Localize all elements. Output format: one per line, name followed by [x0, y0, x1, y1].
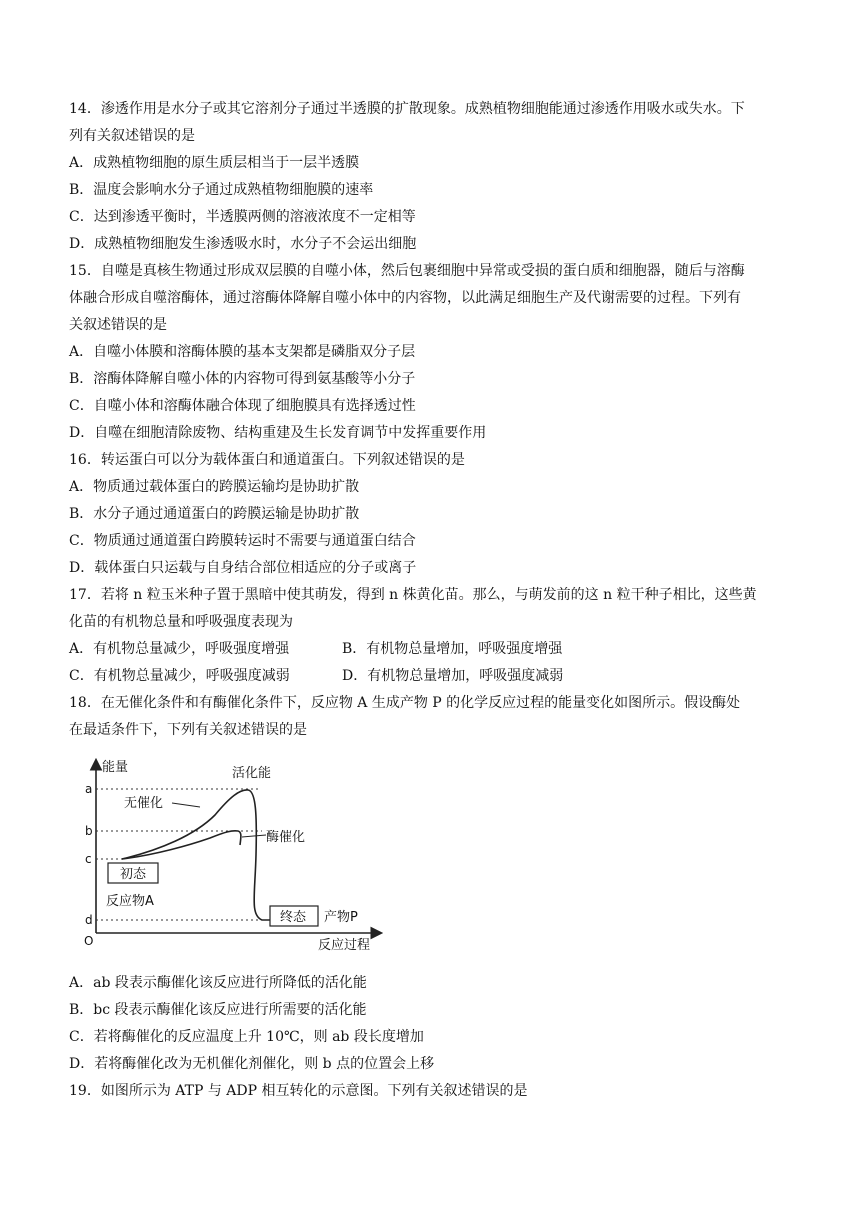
q15-stem-line-1: 15．自噬是真核生物通过形成双层膜的自噬小体，然后包裹细胞中异常或受损的蛋白质和细胞器，随后与溶酶 [69, 263, 745, 279]
enzyme-label: 酶催化 [266, 830, 306, 845]
level-label-d: d [85, 913, 93, 927]
q16-option-b: B．水分子通过通道蛋白的跨膜运输是协助扩散 [69, 506, 360, 522]
q14-stem-line-1: 14．渗透作用是水分子或其它溶剂分子通过半透膜的扩散现象。成熟植物细胞能通过渗透作用吸水或失水。下 [69, 101, 745, 117]
q14-option-d: D．成熟植物细胞发生渗透吸水时，水分子不会运出细胞 [69, 236, 417, 252]
x-axis-label: 反应过程 [318, 938, 371, 953]
uncatalyzed-pointer [172, 803, 200, 807]
final-state-label: 终态 [280, 910, 307, 925]
q17-option-b: B．有机物总量增加，呼吸强度增强 [342, 641, 563, 657]
level-label-b: b [85, 824, 93, 838]
q18-option-a: A．ab 段表示酶催化该反应进行所降低的活化能 [69, 975, 367, 991]
q17-stem-line-1: 17．若将 n 粒玉米种子置于黑暗中使其萌发，得到 n 株黄化苗。那么，与萌发前的这 n 粒干种子相比，这些黄 [69, 587, 757, 603]
q17-stem-line-2: 化苗的有机物总量和呼吸强度表现为 [69, 614, 293, 630]
peak-label: 活化能 [232, 766, 272, 781]
q18-option-c: C．若将酶催化的反应温度上升 10℃，则 ab 段长度增加 [69, 1029, 424, 1045]
enzyme-pointer [242, 835, 266, 837]
q15-option-c: C．自噬小体和溶酶体融合体现了细胞膜具有选择透过性 [69, 398, 416, 414]
q15-option-d: D．自噬在细胞清除废物、结构重建及生长发育调节中发挥重要作用 [69, 425, 487, 441]
y-axis-label: 能量 [102, 760, 129, 775]
q16-option-d: D．载体蛋白只运载与自身结合部位相适应的分子或离子 [69, 560, 417, 576]
energy-diagram [80, 755, 390, 955]
q18-stem-line-2: 在最适条件下，下列有关叙述错误的是 [69, 722, 307, 738]
q18-stem-line-1: 18．在无催化条件和有酶催化条件下，反应物 A 生成产物 P 的化学反应过程的能量变化如图所示。假设酶处 [69, 695, 741, 711]
q14-option-c: C．达到渗透平衡时，半透膜两侧的溶液浓度不一定相等 [69, 209, 416, 225]
origin-label: O [84, 934, 94, 948]
q15-option-b: B．溶酶体降解自噬小体的内容物可得到氨基酸等小分子 [69, 371, 416, 387]
q15-stem-line-3: 关叙述错误的是 [69, 317, 167, 333]
q17-option-a: A．有机物总量减少，呼吸强度增强 [69, 641, 290, 657]
product-label: 产物P [324, 910, 358, 925]
q14-option-b: B．温度会影响水分子通过成熟植物细胞膜的速率 [69, 182, 374, 198]
q19-stem-line-1: 19．如图所示为 ATP 与 ADP 相互转化的示意图。下列有关叙述错误的是 [69, 1083, 528, 1099]
q16-option-a: A．物质通过载体蛋白的跨膜运输均是协助扩散 [69, 479, 360, 495]
q14-option-a: A．成熟植物细胞的原生质层相当于一层半透膜 [69, 155, 360, 171]
q17-option-d: D．有机物总量增加，呼吸强度减弱 [342, 668, 564, 684]
q17-option-c: C．有机物总量减少，呼吸强度减弱 [69, 668, 290, 684]
uncatalyzed-label: 无催化 [124, 796, 164, 811]
q15-stem-line-2: 体融合形成自噬溶酶体，通过溶酶体降解自噬小体中的内容物，以此满足细胞生产及代谢需要的过程。下列有 [69, 290, 741, 306]
q18-option-b: B．bc 段表示酶催化该反应进行所需要的活化能 [69, 1002, 367, 1018]
level-label-a: a [85, 782, 93, 796]
initial-state-label: 初态 [120, 867, 147, 882]
q18-option-d: D．若将酶催化改为无机催化剂催化，则 b 点的位置会上移 [69, 1056, 435, 1072]
q16-option-c: C．物质通过通道蛋白跨膜转运时不需要与通道蛋白结合 [69, 533, 416, 549]
q15-option-a: A．自噬小体膜和溶酶体膜的基本支架都是磷脂双分子层 [69, 344, 416, 360]
q14-stem-line-2: 列有关叙述错误的是 [69, 128, 195, 144]
level-label-c: c [85, 852, 92, 866]
reactant-label: 反应物A [106, 894, 154, 909]
q16-stem-line-1: 16．转运蛋白可以分为载体蛋白和通道蛋白。下列叙述错误的是 [69, 452, 465, 468]
